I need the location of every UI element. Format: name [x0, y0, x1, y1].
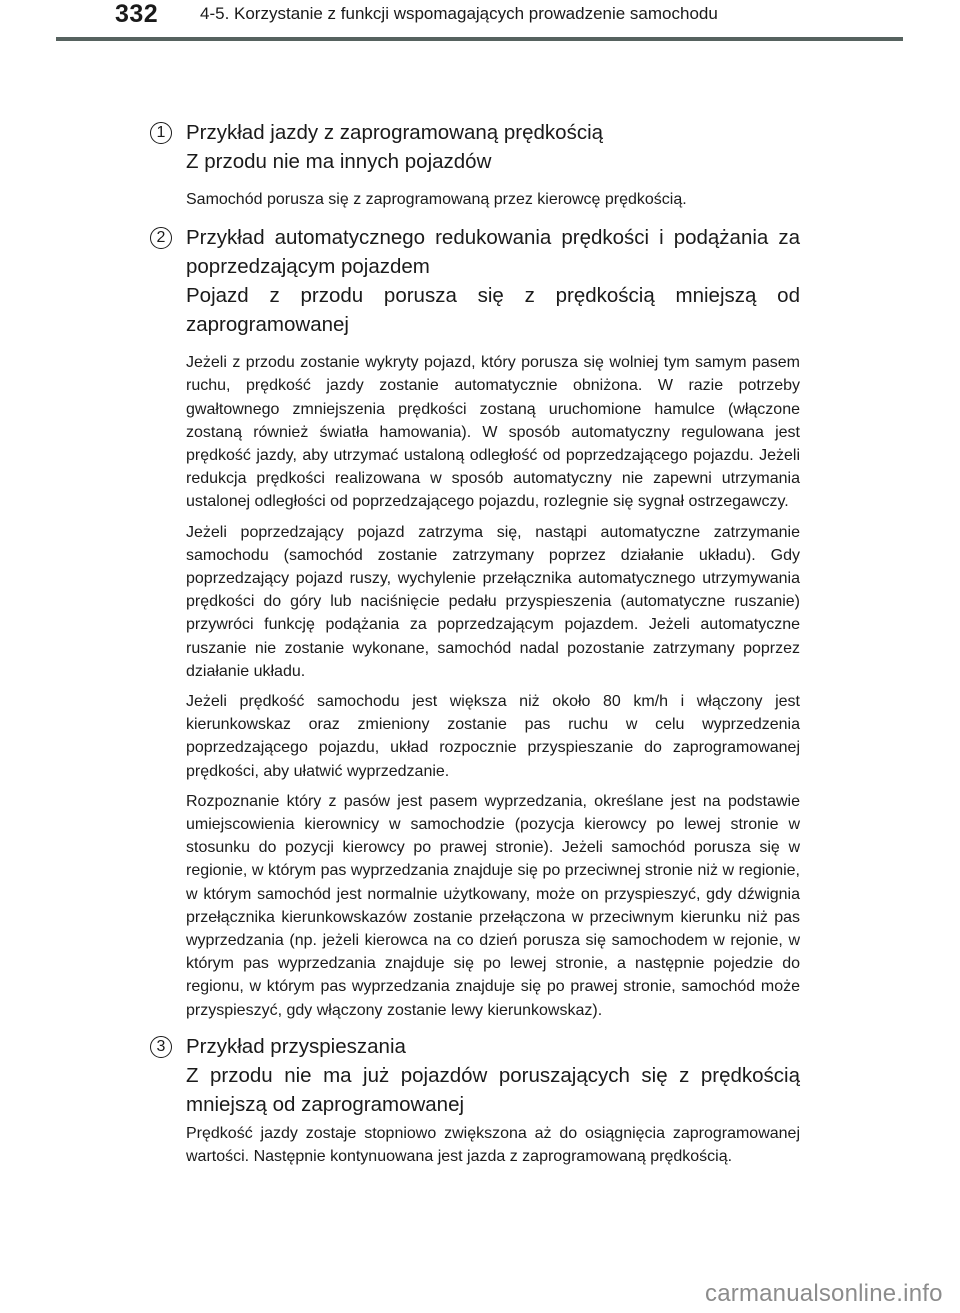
item-paragraph: Jeżeli z przodu zostanie wykryty pojazd, który porusza się wolniej tym samym pasem ruchu, prędkość jazdy zostanie automatycznie obniżona. W razie potrzeby gwałtownego zmniejszenia prędkości zostaną uruchomione hamulce (włączone zostaną również światła hamowania). W sposób automatyczny regulowana jest prędkość jazdy, aby utrzymać ustaloną odległość od poprzedzającego pojazdu. Jeżeli redukcja prędkości realizowana w sposób automatyczny nie zapewni utrzymania ustalonej odległości od poprzedzającego pojazdu, rozlegnie się sygnał ostrzegawczy. [186, 354, 800, 511]
watermark: carmanualsonline.info [705, 1280, 943, 1307]
page-number: 332 [115, 0, 159, 28]
item-heading: Przykład automatycznego redukowania prędkości i podążania za poprzedzającym pojazdem [186, 226, 800, 279]
example-item-3 [150, 1032, 800, 1168]
circled-number-2-icon: 2 [150, 227, 172, 249]
item-subheading: Z przodu nie ma innych pojazdów [186, 150, 492, 173]
item-paragraph: Jeżeli poprzedzający pojazd zatrzyma się, nastąpi automatyczne zatrzymanie samochodu (samochód zostanie zatrzymany poprzez działanie układu). Gdy poprzedzający pojazd ruszy, wychylenie przełącznika automatycznego utrzymywania prędkości do góry lub naciśnięcie pedału przyspieszenia (automatyczne ruszanie) przywróci funkcję podążania za poprzedzającym pojazdem. Jeżeli automatyczne ruszanie nie zostanie wykonane, samochód nadal pozostanie zatrzymany poprzez działanie układu. [186, 523, 800, 680]
item-heading: Przykład jazdy z zaprogramowaną prędkością [186, 121, 604, 144]
example-item-2 [150, 223, 800, 1022]
example-item-1 [150, 118, 800, 211]
item-paragraph: Prędkość jazdy zostaje stopniowo zwiększona aż do osiągnięcia zaprogramowanej wartości. Następnie kontynuowana jest jazda z zaprogramowaną prędkością. [186, 1124, 800, 1166]
circled-number-3-icon: 3 [150, 1036, 172, 1058]
header-divider [56, 37, 903, 41]
item-subheading: Z przodu nie ma już pojazdów poruszających się z prędkością mniejszą od zaprogramowanej [186, 1063, 800, 1116]
section-title: 4-5. Korzystanie z funkcji wspomagających prowadzenie samochodu [200, 4, 718, 23]
item-paragraph: Jeżeli prędkość samochodu jest większa niż około 80 km/h i włączony jest kierunkowskaz oraz zmieniony zostanie pas ruchu w celu wyprzedzenia poprzedzającego pojazdu, układ rozpocznie przyspieszanie do zaprogramowanej prędkości, aby ułatwić wyprzedzanie. [186, 693, 800, 780]
item-heading: Przykład przyspieszania [186, 1034, 406, 1058]
circled-number-1-icon: 1 [150, 122, 172, 144]
item-paragraph: Rozpoznanie który z pasów jest pasem wyprzedzania, określane jest na podstawie umiejscowienia kierownicy w samochodzie (pozycja kierowcy po lewej stronie w stosunku do pozycji kierowcy po prawej stronie). Jeżeli samochód porusza się w regionie, w którym pas wyprzedzania znajduje się po przeciwnej stronie niż w regionie, w którym samochód jest normalnie użytkowany, może on przyspieszyć, gdy dźwignia przełącznika kierunkowskazów zostanie przełączona w przeciwnym kierunku niż pas wyprzedzania (np. jeżeli kierowca na co dzień porusza się samochodem w rejonie, w którym pas wyprzedzania znajduje się po lewej stronie, a następnie pojedzie do regionu, w którym pas wyprzedzania znajduje się po prawej stronie, samochód może przyspieszyć, gdy włączony zostanie lewy kierunkowskaz). [186, 792, 800, 1019]
item-paragraph: Samochód porusza się z zaprogramowaną przez kierowcę prędkością. [186, 191, 687, 208]
page-content [150, 118, 800, 1168]
page-header [0, 0, 960, 40]
item-subheading: Pojazd z przodu porusza się z prędkością mniejszą od zaprogramowanej [186, 284, 800, 337]
